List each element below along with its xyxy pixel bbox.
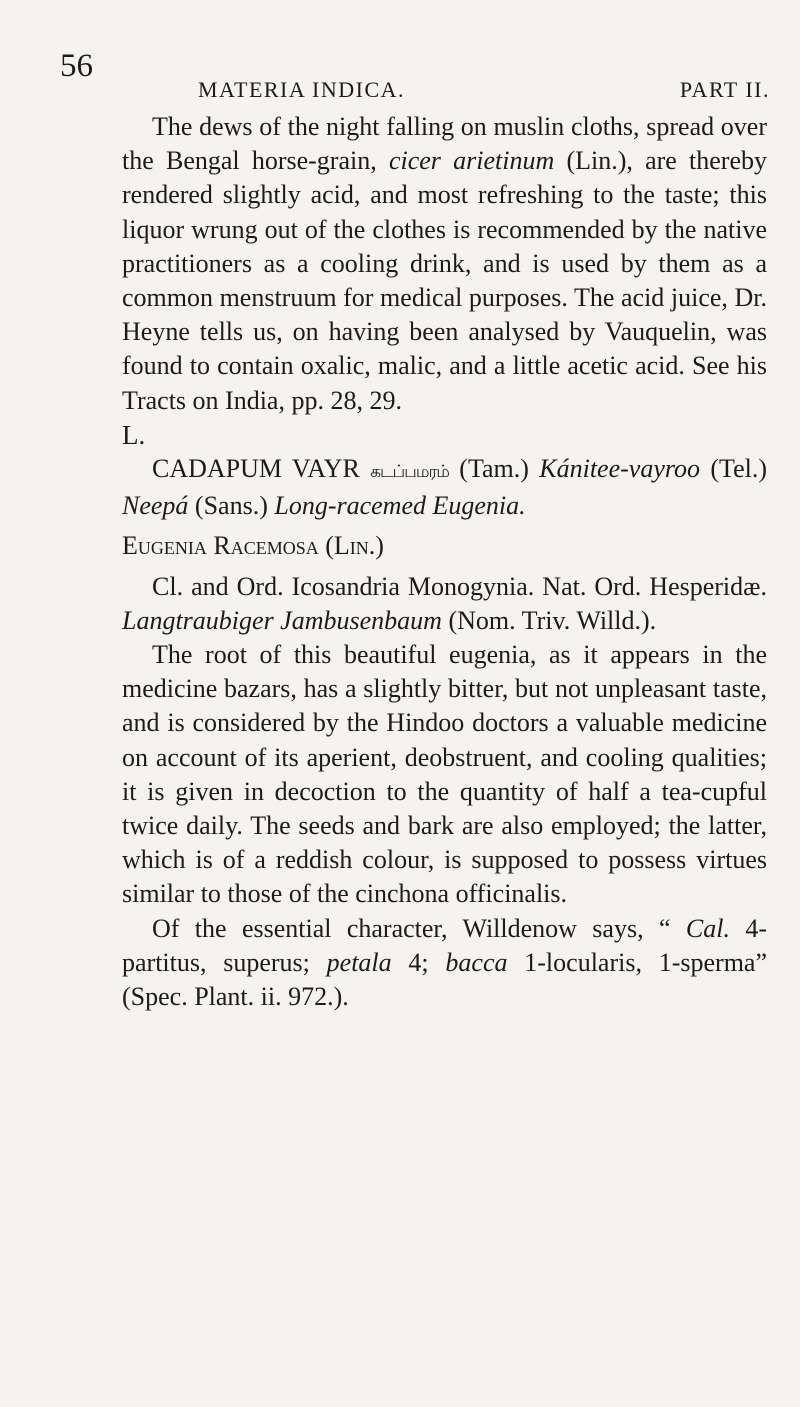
sans-label: (Sans.) (188, 491, 275, 521)
classification-end: (Nom. Triv. Willd.). (441, 605, 657, 635)
latin-name: Eugenia Racemosa (Lin.) (122, 531, 384, 561)
tamil-script: கடப்பமரம் (370, 462, 449, 483)
para1-rest: (Lin.), are thereby rendered slightly acid, and most refreshing to the taste; this liquor wrung out of the clothes is recommended by the native practitioners as a cooling drink, and is used by them as a common menstruum for medical purposes. The acid juice, Dr. Heyne tells us, on having been analysed by Vauquelin, was found to contain oxalic, malic, and a little acetic acid. See his Tracts on India, pp. 28, 29. (122, 146, 767, 415)
part-label: PART II. (679, 77, 770, 102)
page-header (60, 48, 770, 102)
p3c: 4; (391, 947, 446, 977)
tam-label: (Tam.) (448, 454, 529, 484)
page-body (122, 110, 767, 1014)
cal-italic: Cal. (685, 913, 730, 943)
page-number: 56 (60, 48, 93, 84)
p3b: 4-partitus, superus; (122, 913, 767, 977)
entry-name: CADAPUM VAYR (152, 454, 360, 484)
section-letter: L. (122, 419, 146, 450)
sanskrit-name: Neepá (122, 491, 189, 521)
classification-text: Cl. and Ord. Icosandria Monogynia. Nat. Ord. Hesperidæ. (152, 571, 767, 601)
cicer-italic: cicer arietinum (388, 146, 555, 176)
telugu-name: Kánitee-vayroo (539, 454, 701, 484)
para1-text: The dews of the night falling on muslin cloths, spread over the Bengal horse-grain, (122, 112, 767, 176)
paragraph-dews (122, 110, 767, 418)
entry-heading (122, 452, 767, 523)
classification (122, 570, 767, 638)
tel-label: (Tel.) (700, 454, 767, 484)
paragraph-root: The root of this beautiful eugenia, as it appears in the medicine bazars, has a slightly bitter, but not unpleasant taste, and is considered by the Hindoo doctors a valuable medicine on account of its aperient, deobstruent, and cooling qualities; it is given in decoction to the quantity of half a tea-cupful twice daily. The seeds and bark are also employed; the latter, which is of a reddish colour, is supposed to possess virtues similar to those of the cinchona officinalis. (122, 640, 767, 909)
english-name: Long-racemed Eugenia. (274, 491, 526, 521)
p3d: 1-locularis, 1-sperma” (Spec. Plant. ii. 972.). (122, 947, 767, 1012)
running-title: MATERIA INDICA. (198, 77, 406, 102)
p3a: Of the essential character, Willdenow says, “ (152, 913, 686, 943)
paragraph-willdenow (122, 912, 767, 1015)
petala-italic: petala (326, 947, 392, 977)
bacca-italic: bacca (445, 947, 508, 977)
german-name: Langtraubiger Jambusenbaum (122, 605, 442, 635)
